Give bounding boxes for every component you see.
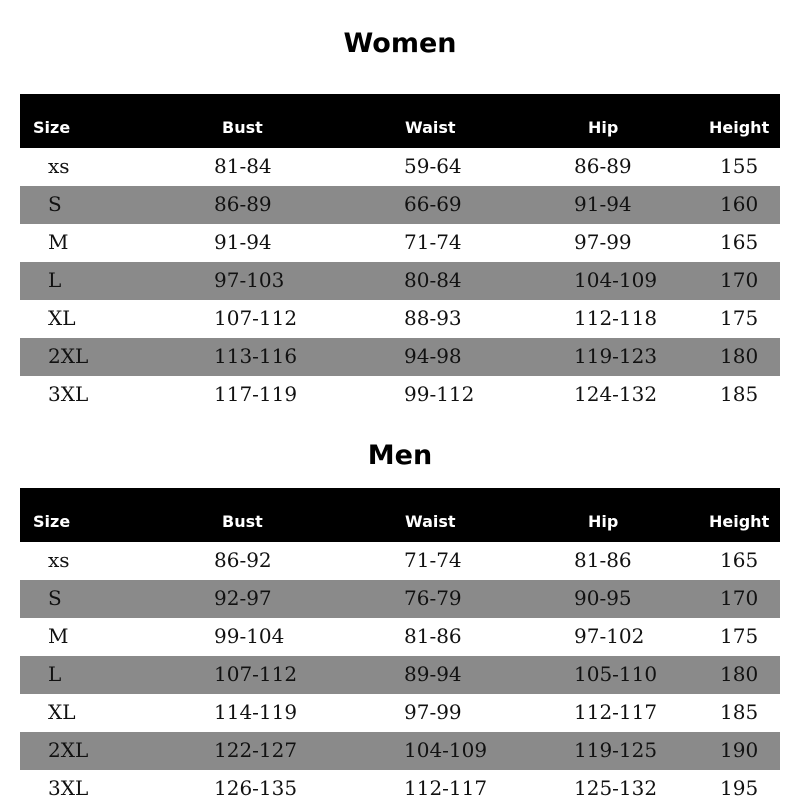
- table-row: [20, 224, 780, 262]
- height-cell: 185: [720, 700, 759, 724]
- waist-cell: 99-112: [404, 382, 475, 406]
- size-cell: L: [48, 268, 62, 292]
- table-header-row: [20, 94, 780, 148]
- hip-cell: 105-110: [574, 662, 658, 686]
- height-cell: 165: [720, 548, 759, 572]
- waist-cell: 71-74: [404, 230, 462, 254]
- men-size-table: [20, 488, 780, 808]
- hip-cell: 112-118: [574, 306, 658, 330]
- bust-cell: 86-92: [214, 548, 272, 572]
- size-cell: M: [48, 230, 69, 254]
- column-header-height: Height: [709, 118, 770, 137]
- bust-cell: 122-127: [214, 738, 298, 762]
- bust-cell: 117-119: [214, 382, 298, 406]
- waist-cell: 94-98: [404, 344, 462, 368]
- table-row: [20, 618, 780, 656]
- table-row: [20, 770, 780, 808]
- column-header-bust: Bust: [222, 118, 263, 137]
- hip-cell: 91-94: [574, 192, 632, 216]
- women-section-title: Women: [343, 28, 457, 59]
- hip-cell: 97-99: [574, 230, 632, 254]
- table-row: [20, 148, 780, 186]
- bust-cell: 91-94: [214, 230, 272, 254]
- size-cell: 2XL: [48, 344, 89, 368]
- waist-cell: 59-64: [404, 154, 462, 178]
- size-cell: 3XL: [48, 382, 89, 406]
- table-row: [20, 338, 780, 376]
- waist-cell: 89-94: [404, 662, 462, 686]
- size-cell: S: [48, 586, 62, 610]
- bust-cell: 114-119: [214, 700, 298, 724]
- hip-cell: 97-102: [574, 624, 645, 648]
- size-cell: M: [48, 624, 69, 648]
- height-cell: 180: [720, 344, 759, 368]
- hip-cell: 104-109: [574, 268, 658, 292]
- height-cell: 195: [720, 776, 759, 800]
- table-row: [20, 542, 780, 580]
- column-header-waist: Waist: [405, 512, 456, 531]
- waist-cell: 71-74: [404, 548, 462, 572]
- table-row: [20, 300, 780, 338]
- column-header-waist: Waist: [405, 118, 456, 137]
- table-header-row: [20, 488, 780, 542]
- height-cell: 155: [720, 154, 759, 178]
- column-header-bust: Bust: [222, 512, 263, 531]
- waist-cell: 66-69: [404, 192, 462, 216]
- hip-cell: 119-125: [574, 738, 658, 762]
- table-row: [20, 580, 780, 618]
- height-cell: 170: [720, 586, 759, 610]
- waist-cell: 81-86: [404, 624, 462, 648]
- hip-cell: 112-117: [574, 700, 658, 724]
- hip-cell: 90-95: [574, 586, 632, 610]
- size-cell: xs: [48, 154, 70, 178]
- table-row: [20, 262, 780, 300]
- men-section-title: Men: [367, 440, 433, 471]
- bust-cell: 113-116: [214, 344, 298, 368]
- table-row: [20, 186, 780, 224]
- bust-cell: 92-97: [214, 586, 272, 610]
- bust-cell: 81-84: [214, 154, 272, 178]
- bust-cell: 126-135: [214, 776, 298, 800]
- waist-cell: 80-84: [404, 268, 462, 292]
- column-header-height: Height: [709, 512, 770, 531]
- bust-cell: 107-112: [214, 306, 298, 330]
- table-row: [20, 694, 780, 732]
- size-cell: XL: [48, 306, 76, 330]
- waist-cell: 97-99: [404, 700, 462, 724]
- height-cell: 175: [720, 306, 759, 330]
- size-cell: L: [48, 662, 62, 686]
- column-header-size: Size: [33, 118, 71, 137]
- bust-cell: 99-104: [214, 624, 285, 648]
- height-cell: 160: [720, 192, 759, 216]
- bust-cell: 97-103: [214, 268, 285, 292]
- column-header-size: Size: [33, 512, 71, 531]
- bust-cell: 107-112: [214, 662, 298, 686]
- waist-cell: 76-79: [404, 586, 462, 610]
- height-cell: 175: [720, 624, 759, 648]
- table-row: [20, 732, 780, 770]
- column-header-hip: Hip: [588, 118, 619, 137]
- hip-cell: 86-89: [574, 154, 632, 178]
- waist-cell: 104-109: [404, 738, 488, 762]
- size-cell: S: [48, 192, 62, 216]
- size-cell: xs: [48, 548, 70, 572]
- height-cell: 190: [720, 738, 759, 762]
- hip-cell: 125-132: [574, 776, 658, 800]
- bust-cell: 86-89: [214, 192, 272, 216]
- women-size-table: [20, 94, 780, 414]
- height-cell: 170: [720, 268, 759, 292]
- height-cell: 180: [720, 662, 759, 686]
- hip-cell: 124-132: [574, 382, 658, 406]
- height-cell: 185: [720, 382, 759, 406]
- waist-cell: 88-93: [404, 306, 462, 330]
- table-row: [20, 656, 780, 694]
- size-cell: 3XL: [48, 776, 89, 800]
- waist-cell: 112-117: [404, 776, 488, 800]
- size-cell: XL: [48, 700, 76, 724]
- table-row: [20, 376, 780, 414]
- hip-cell: 119-123: [574, 344, 658, 368]
- height-cell: 165: [720, 230, 759, 254]
- hip-cell: 81-86: [574, 548, 632, 572]
- size-cell: 2XL: [48, 738, 89, 762]
- column-header-hip: Hip: [588, 512, 619, 531]
